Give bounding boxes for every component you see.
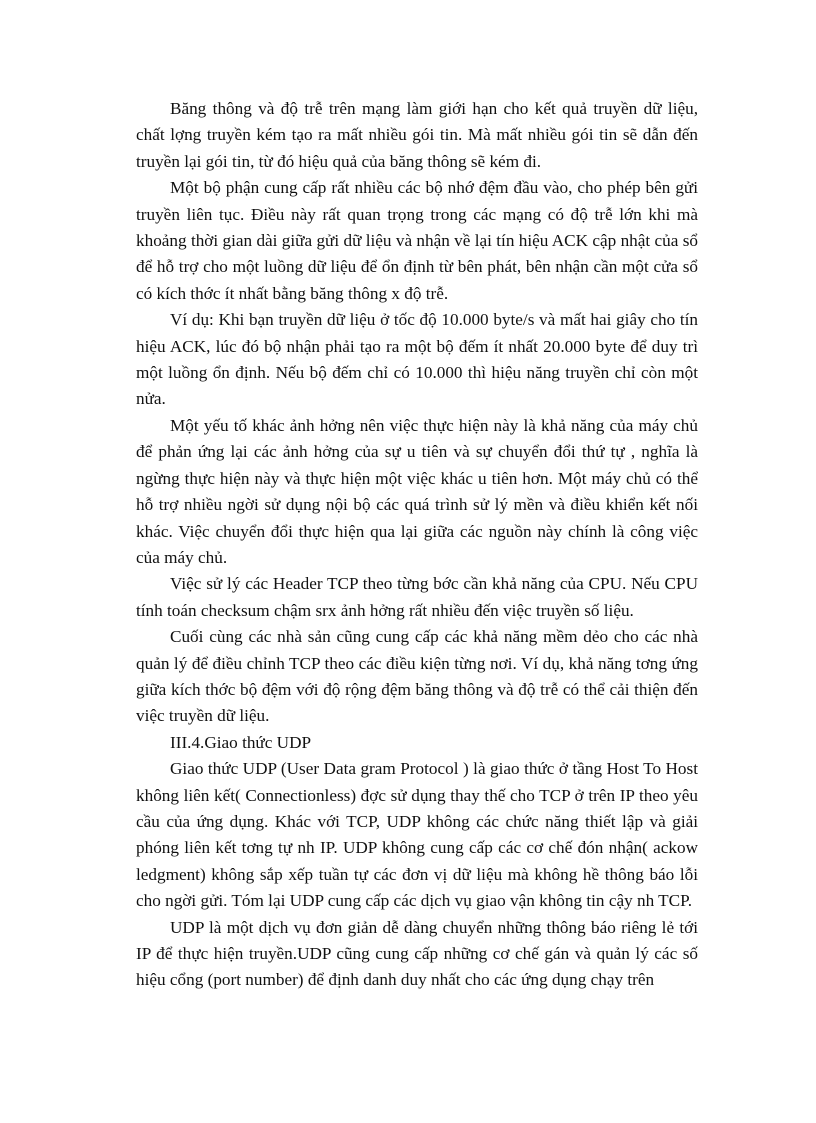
paragraph-example: Ví dụ: Khi bạn truyền dữ liệu ở tốc độ 10.000 byte/s và mất hai giây cho tín hiệu ACK, lúc đó bộ nhận phải tạo ra một bộ đếm ít nhất 20.000 byte để duy trì một luồng ổn định. Nếu bộ đếm chỉ có 10.000 thì hiệu năng truyền chỉ còn một nửa. <box>136 310 698 409</box>
paragraph-cpu-header: Việc sử lý các Header TCP theo từng bớc cần khả năng của CPU. Nếu CPU tính toán checksum chậm srx ảnh hởng rất nhiều đến việc truyền số liệu. <box>136 574 698 620</box>
paragraph-host-priority: Một yếu tố khác ảnh hởng nên việc thực hiện này là khả năng của máy chủ để phản ứng lại các ảnh hởng của sự u tiên và sự chuyển đổi thứ tự , nghĩa là ngừng thực hiện này và thực hiện một việc khác u tiên hơn. Một máy chủ có thể hỗ trợ nhiều ngời sử dụng nội bộ các quá trình sử lý mền và điều khiển kết nối khác. Việc chuyển đổi thực hiện qua lại giữa các nguồn này chính là công việc của máy chủ. <box>136 415 698 567</box>
paragraph-udp-intro: Giao thức UDP (User Data gram Protocol ) là giao thức ở tầng Host To Host không liên kết( Connectionless) đợc sử dụng thay thế cho TCP ở trên IP theo yêu cầu của ứng dụng. Khác với TCP, UDP không các chức năng thiết lập và giải phóng liên kết tơng tự nh IP. UDP không cung cấp các cơ chế đón nhận( ackow ledgment) không sắp xếp tuần tự các đơn vị dữ liệu mà không hề thông báo lỗi cho ngời gửi. Tóm lại UDP cung cấp các dịch vụ giao vận không tin cậy nh TCP. <box>136 759 698 911</box>
paragraph-input-buffers: Một bộ phận cung cấp rất nhiều các bộ nhớ đệm đầu vào, cho phép bên gửi truyền liên tục. Điều này rất quan trọng trong các mạng có độ trễ lớn khi mà khoảng thời gian dài giữa gửi dữ liệu và nhận về lại tín hiệu ACK cập nhật của sổ để hỗ trợ cho một luồng dữ liệu để ổn định từ bên phát, bên nhận cần một cửa sổ có kích thớc ít nhất bằng băng thông x độ trễ. <box>136 178 698 303</box>
section-heading-udp: III.4.Giao thức UDP <box>170 732 312 752</box>
document-page <box>136 96 698 994</box>
paragraph-udp-service: UDP là một dịch vụ đơn giản dễ dàng chuyển những thông báo riêng lẻ tới IP để thực hiện truyền.UDP cũng cung cấp những cơ chế gán và quản lý các số hiệu cổng (port number) để định danh duy nhất cho các ứng dụng chạy trên <box>136 917 698 990</box>
paragraph-bandwidth-delay: Băng thông và độ trễ trên mạng làm giới hạn cho kết quả truyền dữ liệu, chất lợng truyền kém tạo ra mất nhiều gói tin. Mà mất nhiều gói tin sẽ dẫn đến truyền lại gói tin, từ đó hiệu quả của băng thông sẽ kém đi. <box>136 99 698 171</box>
paragraph-vendor-tuning: Cuối cùng các nhà sản cũng cung cấp các khả năng mềm dẻo cho các nhà quản lý để điều chỉnh TCP theo các điều kiện từng nơi. Ví dụ, khả năng tơng ứng giữa kích thớc bộ đệm với độ rộng đệm băng thông và độ trễ có thể cải thiện đến việc truyền dữ liệu. <box>136 627 698 726</box>
